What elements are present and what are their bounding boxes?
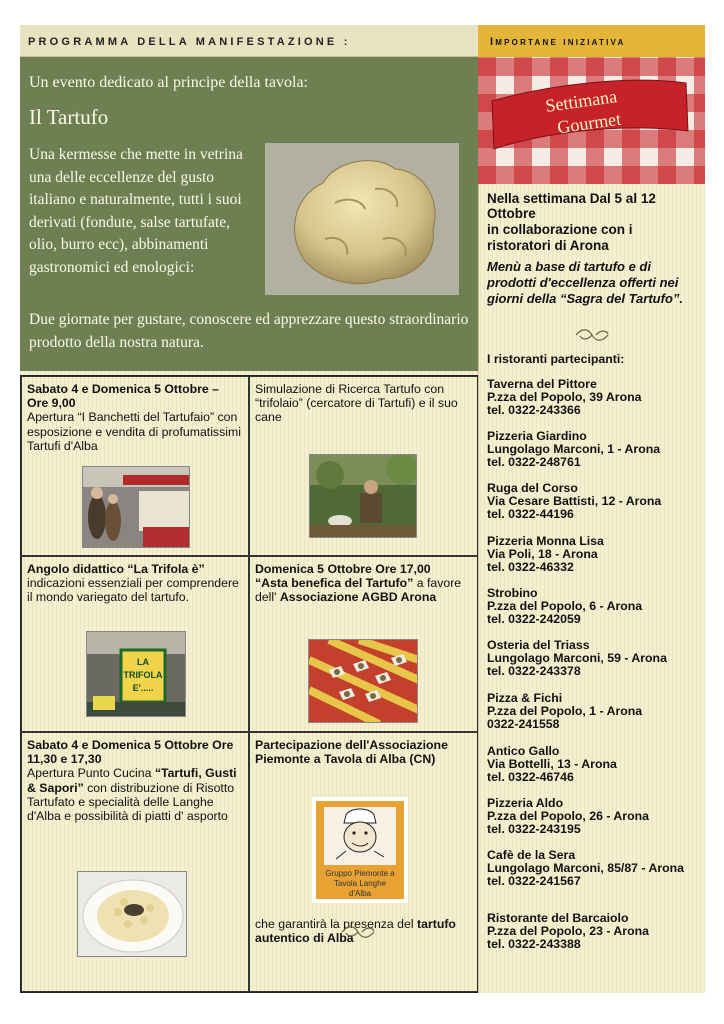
trifola-sign-line1: LA xyxy=(137,657,149,667)
restaurant-address: P.zza del Popolo, 39 Arona xyxy=(487,389,642,404)
gourmet-week-panel xyxy=(478,184,705,993)
flyer-page xyxy=(20,25,705,993)
restaurant-phone: tel. 0322-243388 xyxy=(487,936,581,951)
restaurant-phone: 0322-241558 xyxy=(487,716,560,731)
event-cell-piemonte xyxy=(249,732,478,992)
hero-title: Il Tartufo xyxy=(29,105,109,129)
restaurant-address: P.zza del Popolo, 23 - Arona xyxy=(487,923,649,938)
restaurant-address: Via Cesare Battisti, 12 - Arona xyxy=(487,493,662,508)
restaurant-address: Lungolago Marconi, 85/87 - Arona xyxy=(487,860,685,875)
gourmet-banner-image xyxy=(478,57,705,184)
restaurant-phone: tel. 0322-46746 xyxy=(487,769,574,784)
events-grid xyxy=(20,375,478,993)
event-banchetti-text: Apertura “I Banchetti del Tartufaio” con esposizione e vendita di profumatissimi Tartufi d'Alba xyxy=(27,410,241,453)
restaurant-name: Taverna del Pittore xyxy=(487,377,597,391)
restaurant-name: Antico Gallo xyxy=(487,744,560,758)
restaurant-address: P.zza del Popolo, 1 - Arona xyxy=(487,703,643,718)
hero-intro: Un evento dedicato al principe della tavola: xyxy=(29,74,308,91)
truffle-auction-photo xyxy=(308,639,418,723)
hero-closing: Due giornate per gustare, conoscere ed apprezzare questo straordinario prodotto della nostra natura. xyxy=(29,311,469,351)
event-piemonte-title: Partecipazione dell'Associazione Piemonte a Tavola di Alba (CN) xyxy=(255,738,448,767)
trifola-sign-line2: TRIFOLA xyxy=(123,670,163,680)
restaurant-name: Ristorante del Barcaiolo xyxy=(487,911,629,925)
event-trifola-text: indicazioni essenziali per comprendere il mondo variegato del tartufo. xyxy=(27,576,239,605)
truffle-photo xyxy=(265,143,459,295)
restaurant-address: Via Bottelli, 13 - Arona xyxy=(487,756,617,771)
restaurant-item xyxy=(487,692,702,730)
restaurant-item xyxy=(487,378,702,416)
event-ricerca-text: Simulazione di Ricerca Tartufo con “trifolaio” (cercatore di Tartufi) e il suo cane xyxy=(255,382,458,425)
restaurant-address: P.zza del Popolo, 26 - Arona xyxy=(487,808,649,823)
hero-panel xyxy=(20,57,478,371)
event-asta-title: “Asta benefica del Tartufo” xyxy=(255,576,414,591)
gourmet-week-menu: Menù a base di tartufo e di prodotti d'eccellenza offerti nei giorni della “Sagra del Tartufo”. xyxy=(487,259,683,306)
event-cell-trifola xyxy=(21,556,249,732)
restaurant-item xyxy=(487,912,702,950)
restaurant-item xyxy=(487,745,702,783)
event-cucina-title: Sabato 4 e Domenica 5 Ottobre Ore 11,30 e 17,30 xyxy=(27,738,234,767)
restaurant-item xyxy=(487,639,702,677)
event-banchetti-title: Sabato 4 e Domenica 5 Ottobre – Ore 9,00 xyxy=(27,382,220,411)
event-asta-association: Associazione AGBD Arona xyxy=(279,590,437,605)
restaurant-phone: tel. 0322-243195 xyxy=(487,821,581,836)
piemonte-a-tavola-logo xyxy=(312,797,408,903)
trifola-sign-line3: E'..... xyxy=(132,683,154,693)
event-cell-banchetti xyxy=(21,376,249,556)
event-asta-date: Domenica 5 Ottobre Ore 17,00 xyxy=(255,562,431,576)
event-trifola-title: Angolo didattico “La Trifola è” xyxy=(27,562,205,576)
restaurant-address: Lungolago Marconi, 59 - Arona xyxy=(487,650,667,665)
restaurant-name: Pizza & Fichi xyxy=(487,691,563,705)
restaurant-name: Pizzeria Aldo xyxy=(487,796,564,810)
piemonte-logo-text: Gruppo Piemonte a Tavola Langhe d'Alba xyxy=(325,869,395,898)
restaurant-item xyxy=(487,430,702,468)
restaurant-item xyxy=(487,849,702,887)
initiative-header-title: Importane iniziativa xyxy=(490,36,626,48)
ornament-divider-bottom xyxy=(340,925,380,944)
hero-body: Una kermesse che mette in vetrina una delle eccellenze del gusto italiano e naturalmente, tutti i suoi derivati (fondute, salse tartufate, olio, burro ecc), abbinamenti gastronomici ed enologici: xyxy=(29,146,243,276)
programme-header-title: PROGRAMMA DELLA MANIFESTAZIONE : xyxy=(28,36,351,48)
event-cucina-bold: “Tartufi, Gusti & Sapori” xyxy=(27,766,237,795)
restaurant-phone: tel. 0322-44196 xyxy=(487,506,574,521)
event-cell-ricerca xyxy=(249,376,478,556)
restaurants-list-title: I ristoranti partecipanti: xyxy=(487,352,625,366)
restaurant-phone: tel. 0322-248761 xyxy=(487,454,581,469)
gourmet-banner-line2: Gourmet xyxy=(556,108,623,138)
event-asta-text: a favore dell' xyxy=(255,576,462,605)
restaurant-name: Osteria del Triass xyxy=(487,638,590,652)
event-cucina-text-a: Apertura Punto Cucina xyxy=(27,766,155,781)
restaurant-item xyxy=(487,587,702,625)
restaurant-phone: tel. 0322-243366 xyxy=(487,402,581,417)
gourmet-week-collab: in collaborazione con i ristoratori di Arona xyxy=(487,222,633,253)
trifola-sign-photo xyxy=(86,631,186,717)
initiative-header xyxy=(478,25,705,57)
risotto-photo xyxy=(77,871,187,957)
programme-header xyxy=(20,25,478,57)
gourmet-banner-line1: Settimana xyxy=(544,86,619,116)
event-piemonte-bold: tartufo autentico di Alba xyxy=(255,917,456,946)
restaurant-phone: tel. 0322-46332 xyxy=(487,559,574,574)
restaurant-name: Strobino xyxy=(487,586,538,600)
gourmet-week-dates: Nella settimana Dal 5 al 12 Ottobre xyxy=(487,191,656,221)
restaurant-phone: tel. 0322-243378 xyxy=(487,663,581,678)
event-cell-punto-cucina xyxy=(21,732,249,992)
truffle-hunter-photo xyxy=(309,454,417,538)
market-stall-photo xyxy=(82,466,190,548)
restaurant-address: Via Poli, 18 - Arona xyxy=(487,546,598,561)
restaurant-phone: tel. 0322-242059 xyxy=(487,611,581,626)
restaurant-name: Pizzeria Giardino xyxy=(487,429,587,443)
restaurant-name: Pizzeria Monna Lisa xyxy=(487,534,604,548)
event-cucina-text-b: con distribuzione di Risotto Tartufato e specialità delle Langhe d'Alba e possibilità di piatti d' asporto xyxy=(27,780,235,824)
event-cell-asta xyxy=(249,556,478,732)
restaurant-address: Lungolago Marconi, 1 - Arona xyxy=(487,441,661,456)
ornament-divider xyxy=(574,328,614,347)
restaurant-name: Cafè de la Sera xyxy=(487,848,576,862)
restaurant-phone: tel. 0322-241567 xyxy=(487,873,581,888)
restaurant-item xyxy=(487,482,702,520)
restaurant-item xyxy=(487,797,702,835)
restaurant-address: P.zza del Popolo, 6 - Arona xyxy=(487,598,643,613)
restaurant-name: Ruga del Corso xyxy=(487,481,578,495)
event-piemonte-text: che garantirà la presenza del xyxy=(255,917,418,931)
restaurant-item xyxy=(487,535,702,573)
